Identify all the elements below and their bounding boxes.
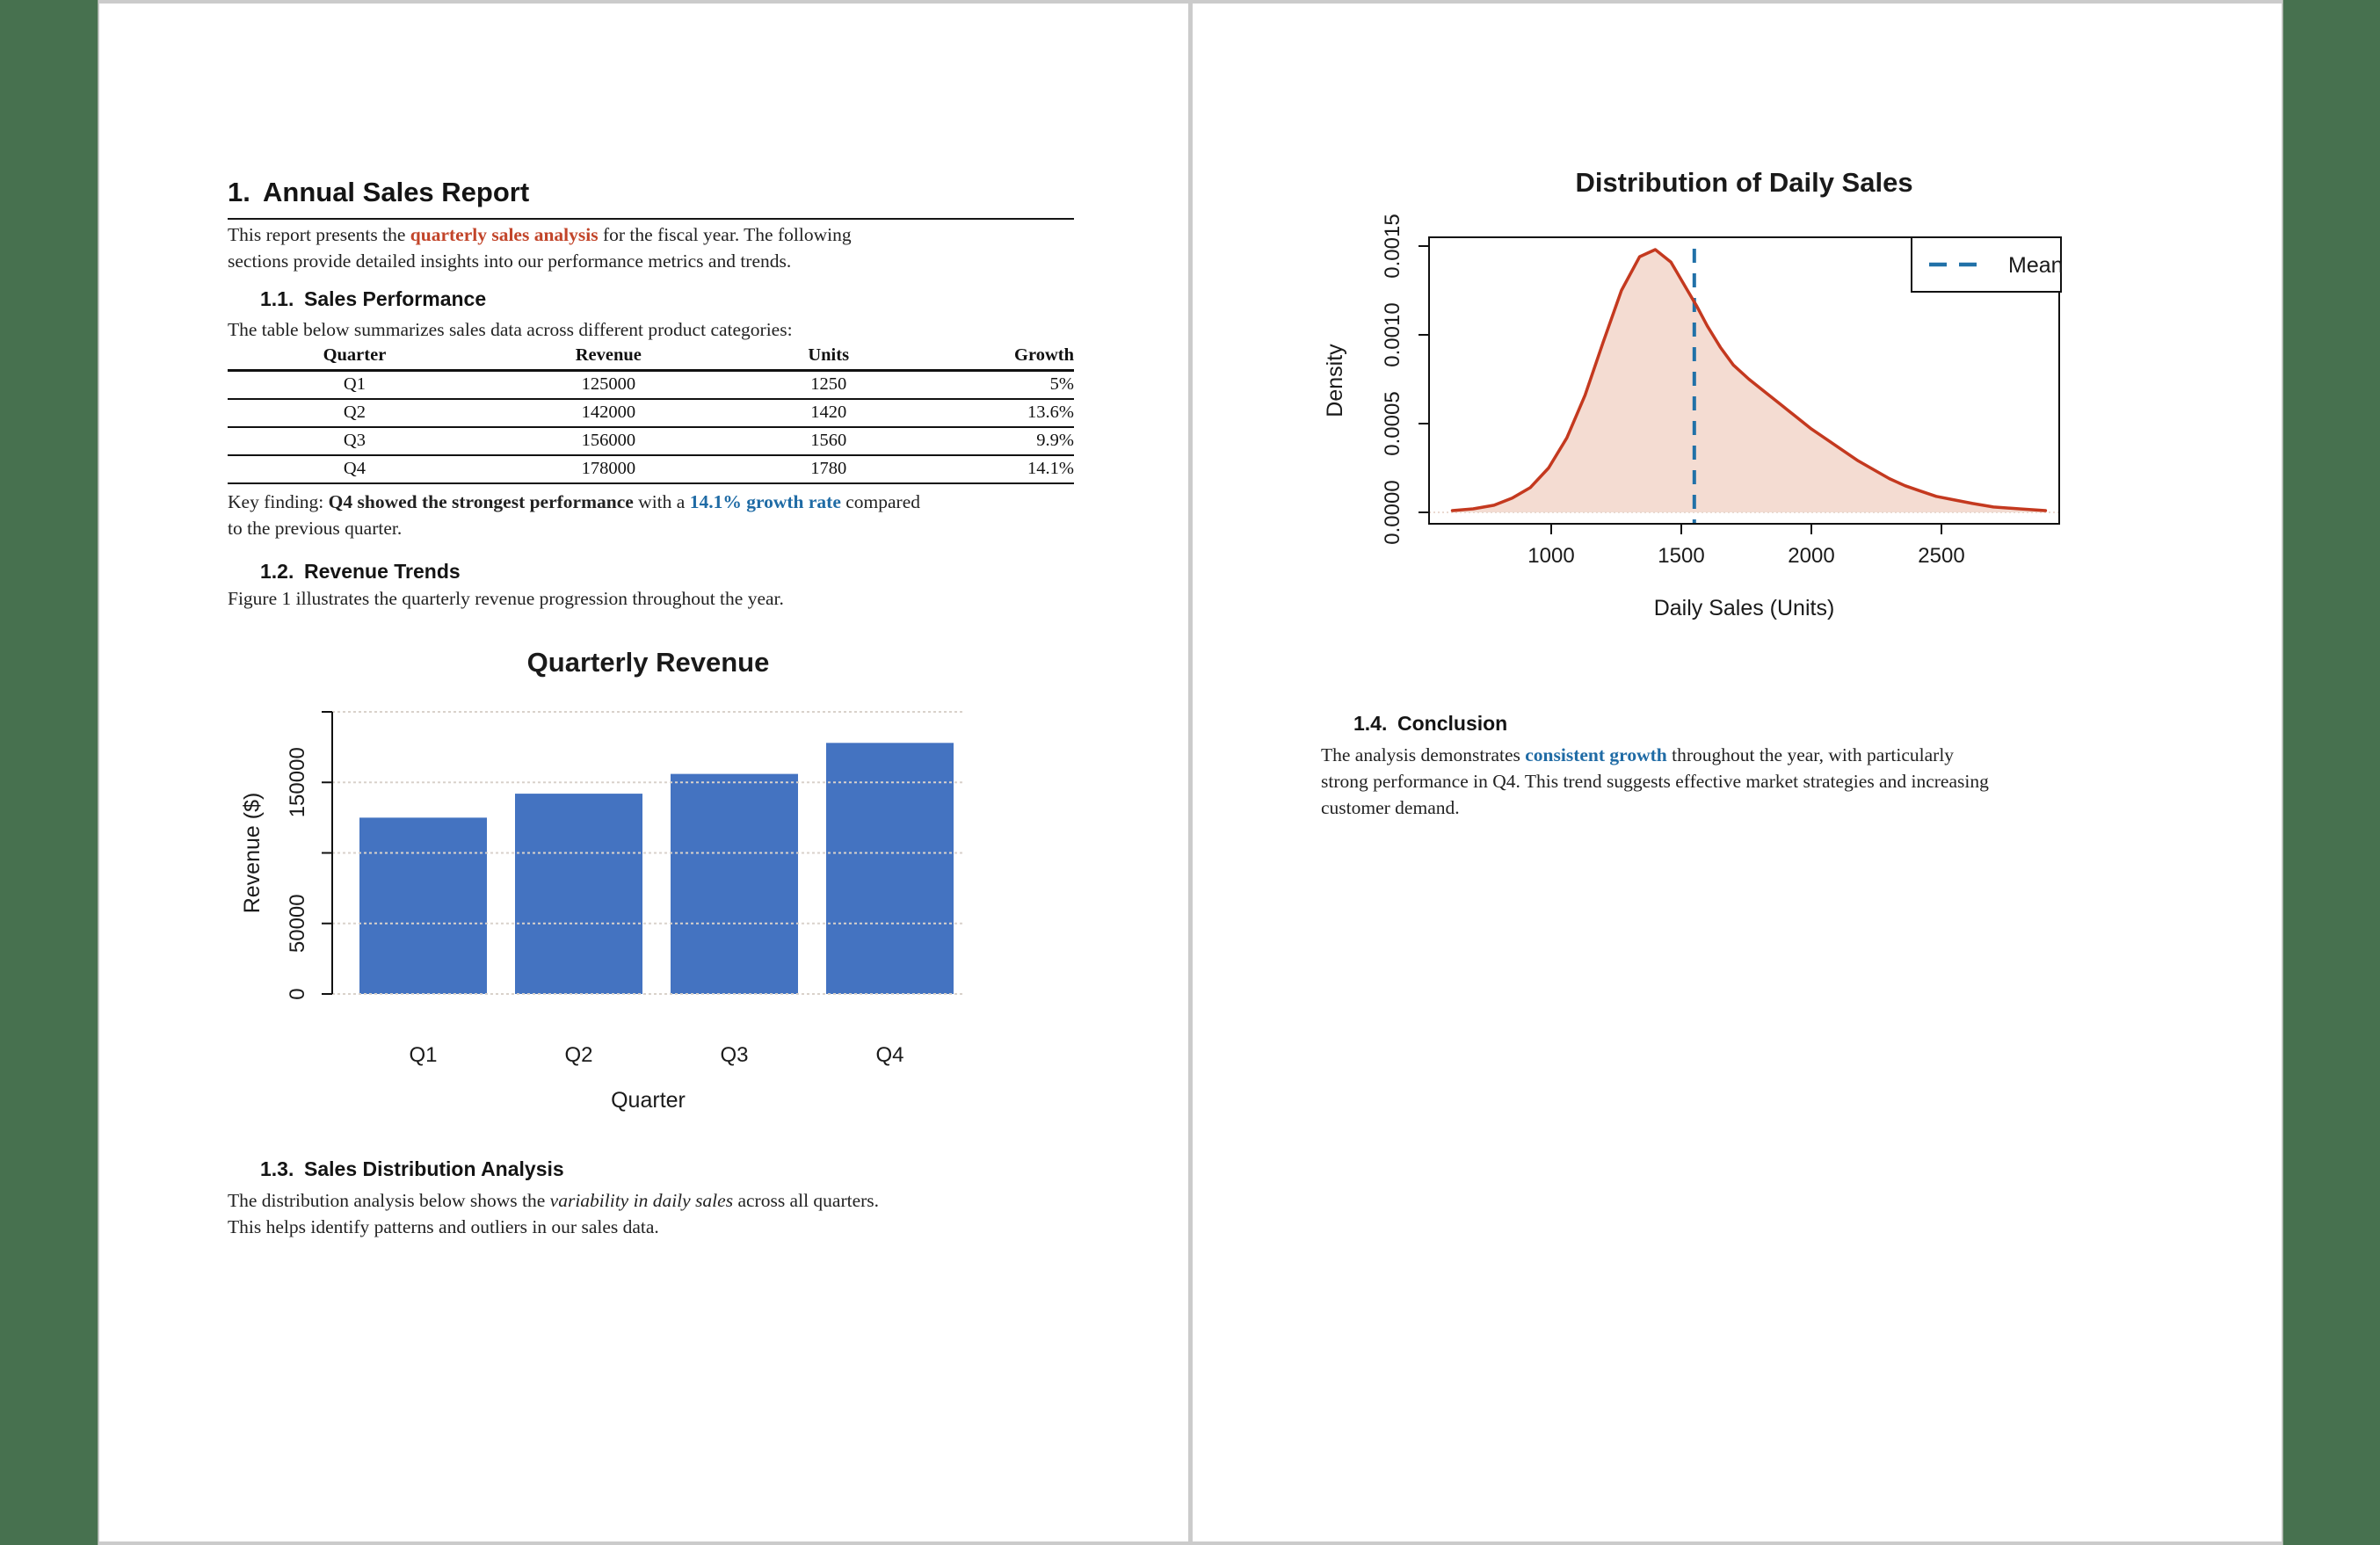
subsection-title: Sales Performance bbox=[304, 287, 487, 310]
quarterly-revenue-bar-chart bbox=[222, 642, 1013, 1142]
x-tick-label: 1500 bbox=[1658, 544, 1705, 568]
text-segment: for the fiscal year. The following bbox=[598, 224, 852, 245]
y-tick-label: 0.0010 bbox=[1381, 302, 1404, 367]
x-tick-label: Q2 bbox=[564, 1043, 593, 1067]
y-tick-label: 50000 bbox=[286, 894, 309, 954]
y-tick-label: 0 bbox=[286, 988, 309, 1000]
text-segment: to the previous quarter. bbox=[228, 518, 403, 539]
chart-title: Quarterly Revenue bbox=[526, 647, 770, 678]
cell-revenue: 156000 bbox=[482, 427, 736, 455]
col-header-revenue: Revenue bbox=[482, 344, 736, 371]
text-segment: The distribution analysis below shows the bbox=[228, 1190, 550, 1211]
text-segment: across all quarters. bbox=[733, 1190, 880, 1211]
x-tick-label: Q4 bbox=[875, 1043, 904, 1067]
key-finding-paragraph bbox=[228, 489, 1093, 541]
text-segment: sections provide detailed insights into our performance metrics and trends. bbox=[228, 250, 792, 272]
text-segment: consistent growth bbox=[1525, 744, 1667, 765]
text-segment: compared bbox=[840, 491, 921, 512]
x-tick-label: 2500 bbox=[1918, 544, 1965, 568]
subsection-title: Revenue Trends bbox=[304, 560, 461, 583]
y-axis-title: Density bbox=[1323, 344, 1347, 417]
subsection-title: Sales Distribution Analysis bbox=[304, 1157, 564, 1180]
subsection-heading-revenue-trends bbox=[260, 560, 461, 584]
cell-units: 1560 bbox=[736, 427, 922, 455]
cell-growth: 13.6% bbox=[922, 399, 1074, 427]
heading-title: Annual Sales Report bbox=[263, 177, 530, 207]
cell-revenue: 178000 bbox=[482, 455, 736, 483]
y-tick-label: 0.0015 bbox=[1381, 214, 1404, 279]
cell-revenue: 125000 bbox=[482, 371, 736, 400]
subsection-heading-sales-distribution bbox=[260, 1157, 564, 1181]
subsection-number: 1.2. bbox=[260, 560, 294, 583]
daily-sales-density-chart bbox=[1316, 162, 2107, 654]
text-segment: quarterly sales analysis bbox=[410, 224, 599, 245]
distribution-paragraph bbox=[228, 1187, 1093, 1240]
y-tick-label: 150000 bbox=[286, 747, 309, 818]
cell-quarter: Q3 bbox=[228, 427, 482, 455]
bar-q4 bbox=[826, 743, 954, 994]
subsection-number: 1.1. bbox=[260, 287, 294, 310]
intro-paragraph bbox=[228, 221, 1093, 274]
cell-quarter: Q1 bbox=[228, 371, 482, 400]
subsection-title: Conclusion bbox=[1397, 712, 1508, 735]
sales-table-body bbox=[228, 371, 1074, 484]
text-segment: strong performance in Q4. This trend suggests effective market strategies and increasing bbox=[1321, 771, 1989, 792]
x-tick-label: Q3 bbox=[720, 1043, 749, 1067]
bar-q3 bbox=[671, 774, 798, 994]
table-row bbox=[228, 455, 1074, 483]
subsection-heading-conclusion bbox=[1353, 712, 1507, 736]
viewer-left-margin bbox=[0, 0, 98, 1545]
figure1-caption: Figure 1 illustrates the quarterly revenue progression throughout the year. bbox=[228, 588, 784, 609]
text-segment: Key finding: bbox=[228, 491, 329, 512]
sales-table-header bbox=[228, 344, 1074, 371]
cell-quarter: Q2 bbox=[228, 399, 482, 427]
y-axis-title: Revenue ($) bbox=[240, 792, 265, 914]
subsection-number: 1.4. bbox=[1353, 712, 1388, 735]
col-header-quarter: Quarter bbox=[228, 344, 482, 371]
cell-growth: 14.1% bbox=[922, 455, 1074, 483]
section-heading-annual-sales-report bbox=[228, 177, 1074, 220]
conclusion-paragraph bbox=[1321, 742, 2187, 821]
col-header-growth: Growth bbox=[922, 344, 1074, 371]
viewer-right-margin bbox=[2282, 0, 2380, 1545]
bar-q1 bbox=[359, 817, 487, 994]
x-tick-label: 2000 bbox=[1788, 544, 1835, 568]
x-axis-title: Quarter bbox=[611, 1088, 686, 1113]
y-tick-label: 0.0005 bbox=[1381, 391, 1404, 456]
legend-label: Mean bbox=[2008, 253, 2064, 278]
page-1 bbox=[99, 4, 1188, 1541]
chart-title: Distribution of Daily Sales bbox=[1575, 167, 1913, 198]
cell-revenue: 142000 bbox=[482, 399, 736, 427]
text-segment: This helps identify patterns and outliers in our sales data. bbox=[228, 1216, 659, 1237]
subsection-number: 1.3. bbox=[260, 1157, 294, 1180]
text-segment: with a bbox=[633, 491, 690, 512]
sales-table bbox=[228, 344, 1074, 484]
text-segment: 14.1% growth rate bbox=[689, 491, 841, 512]
x-axis-title: Daily Sales (Units) bbox=[1653, 596, 1835, 620]
y-tick-label: 0.0000 bbox=[1381, 480, 1404, 545]
text-segment: This report presents the bbox=[228, 224, 410, 245]
text-segment: throughout the year, with particularly bbox=[1666, 744, 1955, 765]
table-intro-text: The table below summarizes sales data across different product categories: bbox=[228, 319, 793, 340]
text-segment: The analysis demonstrates bbox=[1321, 744, 1526, 765]
table-header-row bbox=[228, 344, 1074, 371]
cell-quarter: Q4 bbox=[228, 455, 482, 483]
cell-growth: 9.9% bbox=[922, 427, 1074, 455]
cell-units: 1780 bbox=[736, 455, 922, 483]
bar-q2 bbox=[515, 794, 642, 994]
text-segment: customer demand. bbox=[1321, 797, 1460, 818]
subsection-heading-sales-performance bbox=[260, 287, 486, 311]
page-2 bbox=[1193, 4, 2282, 1541]
col-header-units: Units bbox=[736, 344, 922, 371]
heading-number: 1. bbox=[228, 177, 250, 207]
x-tick-label: 1000 bbox=[1527, 544, 1575, 568]
x-tick-label: Q1 bbox=[409, 1043, 438, 1067]
cell-units: 1420 bbox=[736, 399, 922, 427]
table-row bbox=[228, 427, 1074, 455]
cell-growth: 5% bbox=[922, 371, 1074, 400]
table-row bbox=[228, 371, 1074, 400]
table-row bbox=[228, 399, 1074, 427]
cell-units: 1250 bbox=[736, 371, 922, 400]
text-segment: variability in daily sales bbox=[549, 1190, 734, 1211]
text-segment: Q4 showed the strongest performance bbox=[328, 491, 634, 512]
